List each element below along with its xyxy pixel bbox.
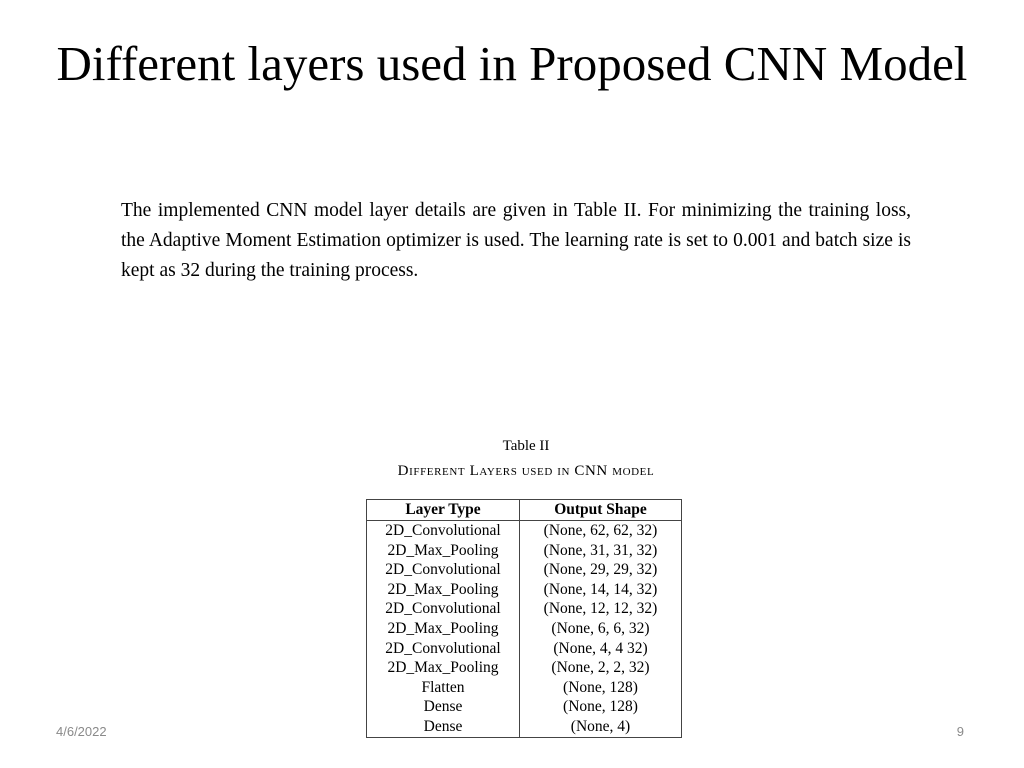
slide-body-text: The implemented CNN model layer details are given in Table II. For minimizing the training loss, the Adaptive Moment Estimation optimizer is used. The learning rate is set to 0.001 and batch size is kept as 32 during the training process. — [121, 200, 911, 281]
layer-type-cell: Flatten — [367, 678, 520, 698]
table-row — [367, 560, 682, 580]
layer-type-cell: 2D_Max_Pooling — [367, 658, 520, 678]
output-shape-cell: (None, 4) — [570, 717, 631, 735]
layer-type-cell: 2D_Convolutional — [367, 639, 520, 659]
layer-type-cell: 2D_Max_Pooling — [367, 580, 520, 600]
output-shape-cell: (None, 62, 62, 32) — [543, 522, 658, 539]
table-row — [367, 639, 682, 659]
table-row — [367, 599, 682, 619]
table-row — [367, 580, 682, 600]
table-body — [367, 521, 682, 738]
layers-table — [366, 499, 682, 738]
table-row — [367, 717, 682, 737]
output-shape-cell: (None, 14, 14, 32) — [543, 580, 658, 598]
table-row — [367, 697, 682, 717]
layer-type-cell: 2D_Convolutional — [367, 599, 520, 619]
layer-type-cell: Dense — [367, 697, 520, 717]
output-shape-cell: (None, 128) — [563, 678, 638, 696]
footer-page-number: 9 — [956, 724, 964, 739]
table-row — [367, 521, 682, 541]
slide-title: Different layers used in Proposed CNN Model — [56, 36, 968, 91]
output-shape-cell: (None, 2, 2, 32) — [551, 659, 650, 677]
layer-type-cell: 2D_Convolutional — [367, 521, 520, 541]
table-caption: Table II — [502, 438, 550, 454]
footer-date: 4/6/2022 — [56, 724, 107, 739]
column-header-layer-type: Layer Type — [367, 500, 520, 521]
table-header-row — [367, 500, 682, 521]
output-shape-cell: (None, 4, 4 32) — [553, 639, 648, 657]
column-header-output-shape: Output Shape — [520, 500, 682, 521]
table-row — [367, 619, 682, 639]
layer-type-cell: 2D_Max_Pooling — [367, 619, 520, 639]
layer-type-cell: 2D_Max_Pooling — [367, 541, 520, 561]
table-row — [367, 678, 682, 698]
table-heading: Different Layers used in CNN model — [397, 463, 655, 479]
output-shape-cell: (None, 29, 29, 32) — [543, 561, 658, 579]
table-row — [367, 541, 682, 561]
output-shape-cell: (None, 6, 6, 32) — [551, 619, 650, 637]
output-shape-cell: (None, 31, 31, 32) — [543, 541, 658, 559]
table-row — [367, 658, 682, 678]
output-shape-cell: (None, 12, 12, 32) — [543, 600, 658, 618]
output-shape-cell: (None, 128) — [563, 698, 638, 716]
layer-type-cell: Dense — [367, 717, 520, 737]
layer-type-cell: 2D_Convolutional — [367, 560, 520, 580]
